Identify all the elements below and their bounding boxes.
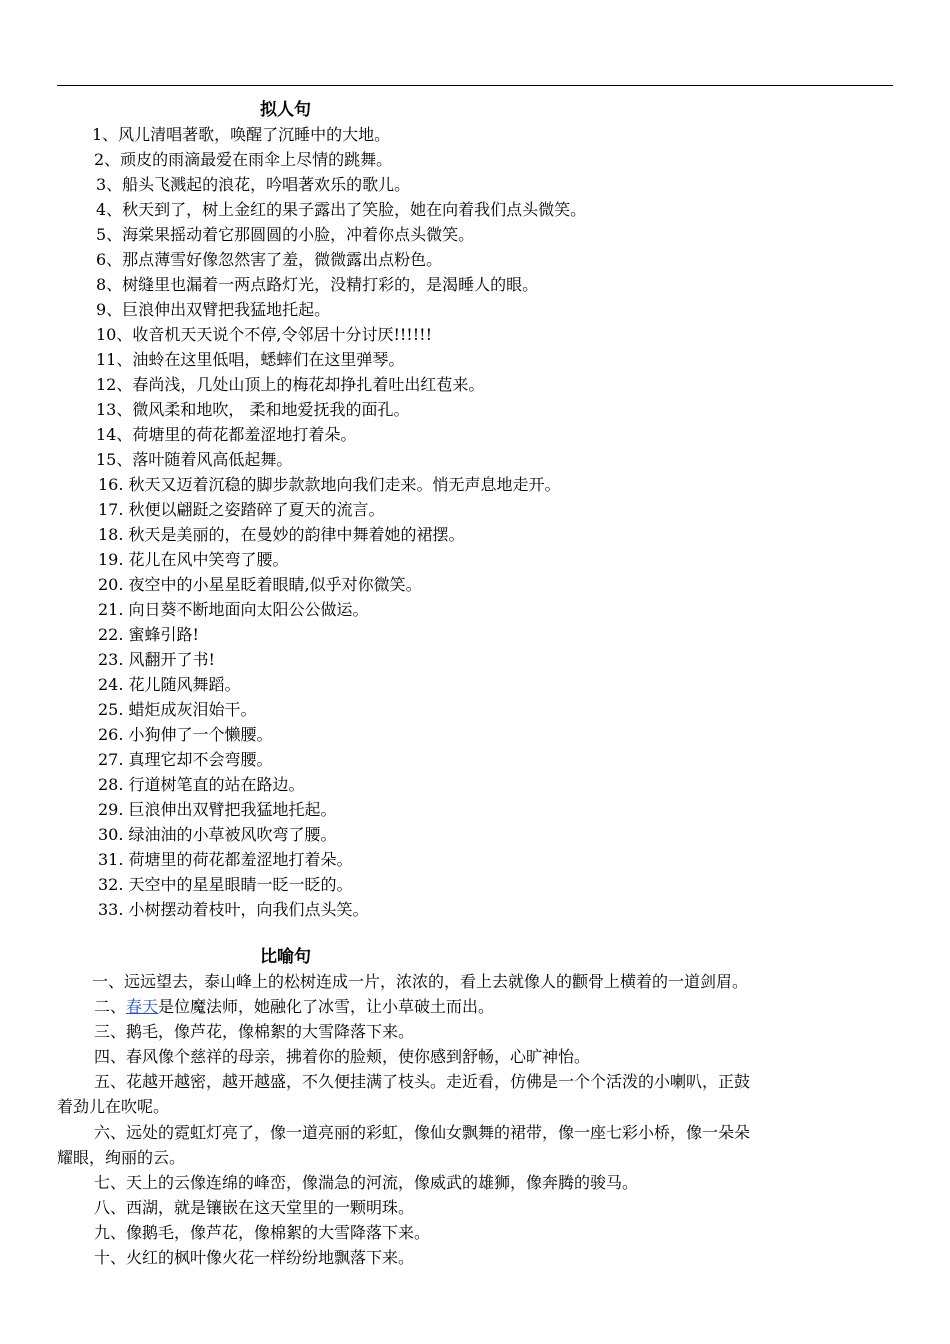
metaphor-item-5-line-1: 五、花越开越密，越开越盛，不久便挂满了枝头。走近看，仿佛是一个个活泼的小喇叭，正鼓	[94, 1072, 751, 1091]
header-rule	[57, 85, 893, 86]
personification-item: 14、荷塘里的荷花都羞涩地打着朵。	[96, 425, 357, 444]
personification-item: 24. 花儿随风舞蹈。	[98, 675, 241, 694]
personification-item: 27. 真理它却不会弯腰。	[98, 750, 273, 769]
personification-item: 15、落叶随着风高低起舞。	[96, 450, 293, 469]
metaphor-item-5-line-2: 着劲儿在吹呢。	[57, 1097, 170, 1116]
personification-item: 20. 夜空中的小星星眨着眼睛,似乎对你微笑。	[98, 575, 422, 594]
metaphor-item-3: 三、鹅毛，像芦花，像棉絮的大雪降落下来。	[94, 1022, 415, 1041]
personification-item: 8、树缝里也漏着一两点路灯光，没精打彩的，是渴睡人的眼。	[96, 275, 539, 294]
personification-item: 16. 秋天又迈着沉稳的脚步款款地向我们走来。悄无声息地走开。	[98, 475, 561, 494]
personification-item: 17. 秋便以翩跹之姿踏碎了夏天的流言。	[98, 500, 385, 519]
metaphor-item-6-line-1: 六、远处的霓虹灯亮了，像一道亮丽的彩虹，像仙女飘舞的裙带，像一座七彩小桥，像一朵朵	[94, 1123, 751, 1142]
personification-item: 28. 行道树笔直的站在路边。	[98, 775, 305, 794]
personification-item: 18. 秋天是美丽的，在曼妙的韵律中舞着她的裙摆。	[98, 525, 465, 544]
metaphor-item-2-prefix: 二、	[94, 997, 127, 1016]
personification-item: 4、秋天到了，树上金红的果子露出了笑脸，她在向着我们点头微笑。	[96, 200, 587, 219]
personification-item: 3、船头飞溅起的浪花，吟唱著欢乐的歌儿。	[96, 175, 411, 194]
personification-item: 30. 绿油油的小草被风吹弯了腰。	[98, 825, 337, 844]
personification-item: 6、那点薄雪好像忽然害了羞，微微露出点粉色。	[96, 250, 443, 269]
section-title-metaphor: 比喻句	[260, 947, 311, 967]
personification-item: 32. 天空中的星星眼睛一眨一眨的。	[98, 875, 353, 894]
personification-item: 19. 花儿在风中笑弯了腰。	[98, 550, 289, 569]
metaphor-item-7: 七、天上的云像连绵的峰峦，像湍急的河流，像威武的雄狮，像奔腾的骏马。	[94, 1173, 639, 1192]
personification-item: 9、巨浪伸出双臂把我猛地托起。	[96, 300, 331, 319]
metaphor-item-2	[94, 995, 494, 1019]
personification-item: 10、收音机天天说个不停,令邻居十分讨厌!!!!!!	[96, 325, 433, 344]
personification-item: 31. 荷塘里的荷花都羞涩地打着朵。	[98, 850, 353, 869]
metaphor-item-4: 四、春风像个慈祥的母亲，拂着你的脸颊，使你感到舒畅，心旷神怡。	[94, 1047, 591, 1066]
personification-item: 29. 巨浪伸出双臂把我猛地托起。	[98, 800, 337, 819]
metaphor-item-10: 十、火红的枫叶像火花一样纷纷地飘落下来。	[94, 1248, 415, 1267]
personification-item: 33. 小树摆动着枝叶，向我们点头笑。	[98, 900, 369, 919]
metaphor-item-6-line-2: 耀眼，绚丽的云。	[57, 1148, 186, 1167]
spring-link[interactable]: 春天	[126, 997, 159, 1016]
personification-item: 21. 向日葵不断地面向太阳公公做运。	[98, 600, 369, 619]
section-title-personification: 拟人句	[260, 100, 311, 120]
personification-item: 22. 蜜蜂引路!	[98, 625, 199, 644]
personification-item: 11、油蛉在这里低唱，蟋蟀们在这里弹琴。	[96, 350, 405, 369]
personification-item: 2、顽皮的雨滴最爱在雨伞上尽情的跳舞。	[94, 150, 393, 169]
personification-item: 5、海棠果摇动着它那圆圆的小脸，冲着你点头微笑。	[96, 225, 475, 244]
personification-item: 12、春尚浅，几处山顶上的梅花却挣扎着吐出红苞来。	[96, 375, 485, 394]
metaphor-item-2-suffix: 是位魔法师，她融化了冰雪，让小草破土而出。	[158, 997, 495, 1016]
personification-item: 1、风儿清唱著歌，唤醒了沉睡中的大地。	[92, 125, 391, 144]
personification-item: 26. 小狗伸了一个懒腰。	[98, 725, 273, 744]
metaphor-item-1: 一、远远望去，泰山峰上的松树连成一片，浓浓的，看上去就像人的颧骨上横着的一道剑眉。	[92, 972, 749, 991]
personification-item: 13、微风柔和地吹， 柔和地爱抚我的面孔。	[96, 400, 410, 419]
metaphor-item-8: 八、西湖，就是镶嵌在这天堂里的一颗明珠。	[94, 1198, 415, 1217]
personification-item: 25. 蜡炬成灰泪始干。	[98, 700, 257, 719]
personification-item: 23. 风翻开了书!	[98, 650, 215, 669]
metaphor-item-9: 九、像鹅毛，像芦花，像棉絮的大雪降落下来。	[94, 1223, 431, 1242]
